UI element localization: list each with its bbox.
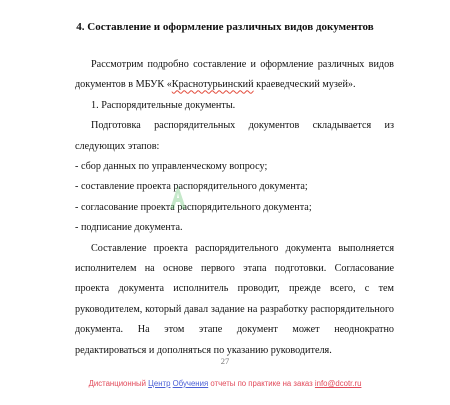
section-heading: 4. Составление и оформление различных видов документов xyxy=(76,21,374,33)
closing-paragraph: Составление проекта распорядительного документа выполняется исполнителем на основе первого этапа подготовки. Согласование проекта документа исполнитель проводит, прежде всего, с тем руководителем, который давал задание на разработку распорядительного документа. На этом этапе документ может неоднократно редактироваться и дополняться по указанию руководителя. xyxy=(75,242,394,356)
list-item: - подписание документа. xyxy=(75,222,183,234)
intro-text-after: краеведческий музей». xyxy=(253,79,356,91)
list-item: - сбор данных по управленческому вопросу; xyxy=(75,161,268,173)
stages-lead-paragraph: Подготовка распорядительных документов складывается из следующих этапов: xyxy=(75,120,394,152)
footer-text-1: Дистанционный xyxy=(88,379,149,388)
footer-promo xyxy=(0,379,450,388)
footer-link-center[interactable]: Центр xyxy=(148,379,171,388)
list-item: - согласование проекта распорядительного документа; xyxy=(75,201,312,213)
watermark-logo-icon xyxy=(169,184,187,210)
intro-paragraph xyxy=(75,55,394,96)
footer-text-3: отчеты по практике на заказ xyxy=(208,379,315,388)
misspelled-word: Краснотурьинский xyxy=(171,79,254,91)
list-item: - составление проекта распорядительного документа; xyxy=(75,181,308,193)
footer-link-learning[interactable]: Обучения xyxy=(172,379,209,388)
subsection-title: 1. Распорядительные документы. xyxy=(91,99,236,111)
footer-email-link[interactable]: info@dcotr.ru xyxy=(314,379,362,388)
document-body xyxy=(75,55,394,361)
page-number: 27 xyxy=(220,356,230,366)
intro-text-before: Рассмотрим подробно составление и оформление различных видов документов в МБУК « xyxy=(75,59,394,91)
